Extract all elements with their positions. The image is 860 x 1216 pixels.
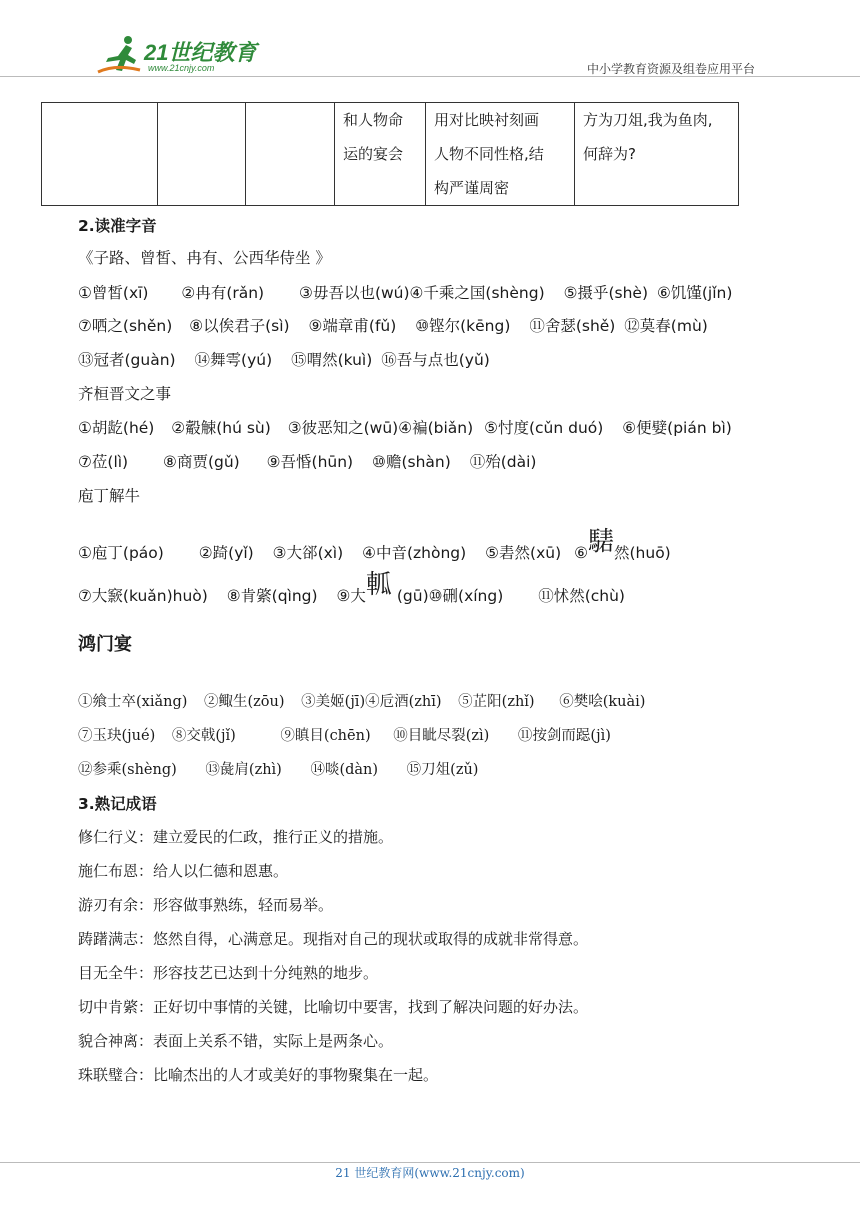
pronunciation-item: ⑩赡(shàn) — [372, 453, 451, 471]
pronunciation-item: ②鲰生(zōu) — [204, 694, 285, 710]
table-cell-technique — [426, 103, 575, 206]
page-header — [0, 0, 860, 80]
pronunciation-item: ⑩铿尔(kēng) — [415, 317, 511, 335]
cell-line: 运的宴会 — [343, 145, 404, 163]
pronunciation-item: ③大郤(xì) — [272, 544, 344, 562]
pronunciation-item: ⑤忖度(cǔn duó) — [484, 419, 604, 437]
cell-line: 构严谨周密 — [434, 179, 510, 197]
platform-name: 中小学教育资源及组卷应用平台 — [586, 62, 755, 76]
pronunciation-item: ⑫莫春(mù) — [624, 317, 708, 335]
table-cell-empty — [246, 103, 335, 206]
logo-text: 21世纪教育 — [144, 40, 257, 65]
footer-link[interactable]: 21 世纪教育网(www.21cnjy.com) — [335, 1166, 525, 1180]
pronunciation-item: ⑨瞋目(chēn) — [280, 728, 371, 744]
pronunciation-item: ⑨吾惛(hūn) — [266, 453, 354, 471]
rare-character: 軱 — [365, 570, 392, 600]
pronunciation-item: ⑪怵然(chù) — [538, 587, 625, 605]
pronunciation-item: ⑨端章甫(fǔ) — [308, 317, 397, 335]
pronunciation-item: ⑮喟然(kuì) — [291, 351, 373, 369]
pronunciation-item: ⑭舞雩(yú) — [194, 351, 273, 369]
pronunciation-item: ⑥饥馑(jǐn) — [656, 284, 733, 302]
pronunciation-item: ①庖丁(páo) — [78, 544, 164, 562]
pronunciation-item: ⑧以俟君子(sì) — [189, 317, 290, 335]
pronunciation-row — [78, 416, 732, 438]
runner-logo-icon — [96, 34, 146, 76]
pronunciation-item: ⑧商贾(gǔ) — [163, 453, 240, 471]
pronunciation-item: ⑦大窾(kuǎn)huò) — [78, 587, 208, 605]
pronunciation-item: ①胡龁(hé) — [78, 419, 155, 437]
pronunciation-item: ⑧交戟(jǐ) — [171, 728, 236, 744]
idiom-entry: 貌合神离：表面上关系不错，实际上是两条心。 — [78, 1032, 394, 1050]
pronunciation-item: ⑦玉玦(jué) — [78, 728, 156, 744]
pronunciation-item: ⑭啖(dàn) — [310, 762, 379, 778]
pronunciation-item: ⑯吾与点也(yǔ) — [381, 351, 490, 369]
rare-character: 騞 — [587, 527, 614, 557]
idiom-entry: 踌躇满志：悠然自得，心满意足。现指对自己的现状或取得的成就非常得意。 — [78, 930, 589, 948]
section-title-pronunciation: 2.读准字音 — [78, 217, 157, 235]
pronunciation-item: ⑦哂之(shěn) — [78, 317, 173, 335]
header-divider — [0, 76, 860, 77]
idiom-entry: 切中肯綮：正好切中事情的关键，比喻切中要害，找到了解决问题的好办法。 — [78, 998, 589, 1016]
idiom-entry: 目无全牛：形容技艺已达到十分纯熟的地步。 — [78, 964, 379, 982]
cell-line: 人物不同性格,结 — [434, 145, 544, 163]
pronunciation-item: ⑤芷阳(zhǐ) — [458, 694, 535, 710]
pronunciation-row — [78, 572, 625, 609]
pronunciation-item: ①飨士卒(xiǎng) — [78, 694, 188, 710]
idiom-entry: 游刃有余：形容做事熟练，轻而易举。 — [78, 896, 334, 914]
pronunciation-item: ③毋吾以也(wú)④千乘之国(shèng) — [299, 284, 545, 302]
subsection-heading-hongmenyan: 鸿门宴 — [78, 634, 132, 655]
item-prefix: ⑥ — [574, 544, 588, 562]
logo-url: www.21cnjy.com — [148, 63, 215, 73]
pronunciation-item: ⑬冠者(guàn) — [78, 351, 176, 369]
table-cell-quote — [575, 103, 739, 206]
pronunciation-row — [78, 724, 611, 745]
pronunciation-row — [78, 450, 536, 472]
pronunciation-item: ⑫参乘(shèng) — [78, 762, 177, 778]
table-cell-theme — [335, 103, 426, 206]
cell-line: 何辞为? — [583, 145, 636, 163]
pronunciation-row — [78, 314, 708, 336]
pronunciation-item — [337, 572, 504, 609]
pronunciation-item: ⑪按剑而跽(jì) — [517, 728, 611, 744]
item-suffix: 然(huō) — [614, 544, 671, 562]
site-logo — [96, 34, 266, 76]
item-prefix: ⑨大 — [336, 587, 366, 605]
subsection-title: 庖丁解牛 — [78, 487, 141, 505]
pronunciation-row — [78, 690, 645, 711]
pronunciation-item: ⑪殆(dài) — [469, 453, 537, 471]
pronunciation-item: ⑤砉然(xū) — [485, 544, 562, 562]
idiom-entry: 修仁行义：建立爱民的仁政，推行正义的措施。 — [78, 828, 394, 846]
pronunciation-item: ②踦(yǐ) — [198, 544, 254, 562]
pronunciation-item: ④中音(zhòng) — [362, 544, 467, 562]
cell-line: 用对比映衬刻画 — [434, 111, 540, 129]
section-title-idioms: 3.熟记成语 — [78, 795, 157, 813]
pronunciation-item: ⑬彘肩(zhì) — [205, 762, 282, 778]
pronunciation-row — [78, 348, 490, 370]
pronunciation-item — [574, 529, 671, 566]
subsection-title: 齐桓晋文之事 — [78, 385, 172, 403]
pronunciation-item: ⑥樊哙(kuài) — [559, 694, 646, 710]
pronunciation-item: ⑦莅(lì) — [78, 453, 129, 471]
item-suffix: (gū)⑩硎(xíng) — [391, 587, 504, 605]
pronunciation-item: ⑥便嬖(pián bì) — [622, 419, 732, 437]
idiom-entry: 珠联璧合：比喻杰出的人才或美好的事物聚集在一起。 — [78, 1066, 439, 1084]
pronunciation-row — [78, 529, 671, 566]
pronunciation-item: ⑧肯綮(qìng) — [226, 587, 318, 605]
pronunciation-row — [78, 281, 732, 303]
summary-table — [41, 102, 739, 206]
pronunciation-item: ⑪舍瑟(shě) — [529, 317, 616, 335]
pronunciation-row — [78, 758, 478, 779]
pronunciation-item: ①曾皙(xī) — [78, 284, 149, 302]
pronunciation-item: ②冉有(rǎn) — [181, 284, 265, 302]
pronunciation-item: ②觳觫(hú sù) — [171, 419, 271, 437]
footer-divider — [0, 1162, 860, 1163]
pronunciation-item: ⑩目眦尽裂(zì) — [393, 728, 490, 744]
table-row — [42, 103, 739, 206]
cell-line: 和人物命 — [343, 111, 404, 129]
pronunciation-item: ③美姬(jī)④卮酒(zhī) — [301, 694, 442, 710]
pronunciation-item: ③彼恶知之(wū)④褊(biǎn) — [287, 419, 474, 437]
table-cell-empty — [158, 103, 246, 206]
cell-line: 方为刀俎,我为鱼肉, — [583, 111, 713, 129]
pronunciation-item: ⑮刀俎(zǔ) — [406, 762, 479, 778]
subsection-title: 《子路、曾皙、冉有、公西华侍坐 》 — [78, 249, 331, 267]
pronunciation-item: ⑤摄乎(shè) — [563, 284, 649, 302]
table-cell-empty — [42, 103, 158, 206]
idiom-entry: 施仁布恩：给人以仁德和恩惠。 — [78, 862, 289, 880]
